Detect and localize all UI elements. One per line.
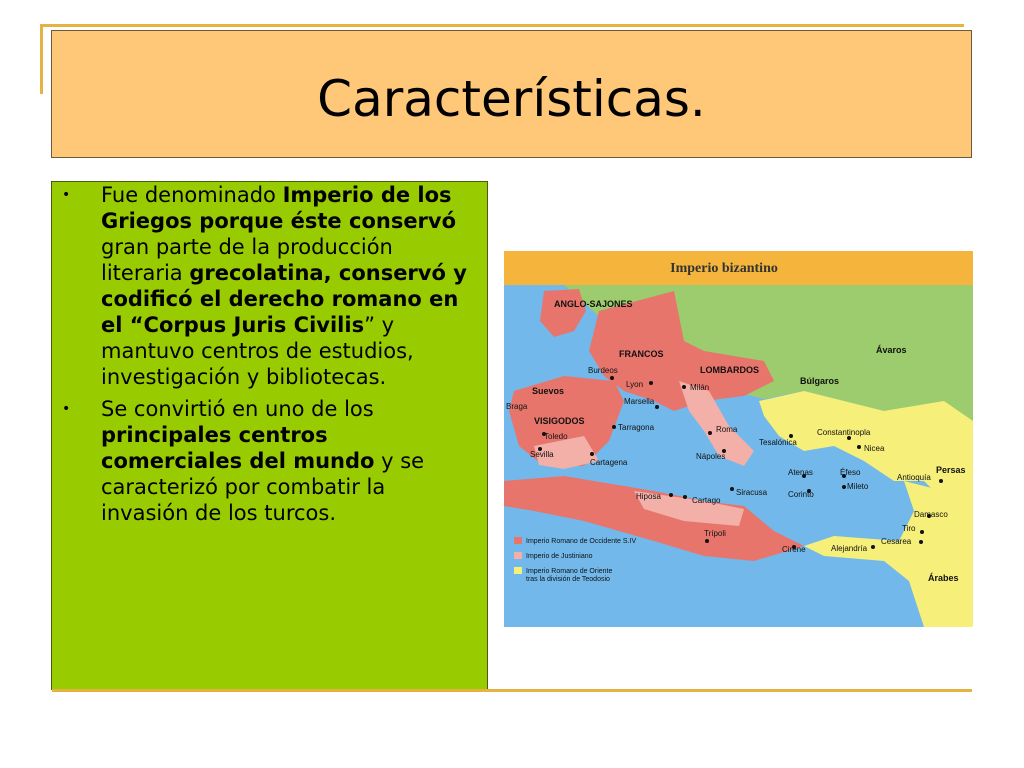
bullet-list [52,182,487,532]
city-label: Lyon [626,380,644,389]
bottom-decorative-line [52,689,972,692]
city-label: Sevilla [530,450,554,459]
city-label: Nápoles [696,452,726,461]
city-label: Siracusa [736,488,768,497]
bullet-item [52,182,487,390]
city-dot-icon [871,545,875,549]
city-label: Marsella [624,397,655,406]
city-label: Cirene [782,545,806,554]
city-dot-icon [683,495,687,499]
region-label: VISIGODOS [534,416,585,426]
city-label: Damasco [914,510,948,519]
city-dot-icon [649,381,653,385]
bullet-dot-icon: • [62,187,71,203]
legend-swatch [514,537,522,544]
text-box [51,181,488,690]
city-label: Tarragona [618,423,655,432]
city-label: Tesalónica [759,438,797,447]
region-label: LOMBARDOS [700,365,759,375]
top-decorative-line [40,24,964,27]
city-dot-icon [655,405,659,409]
region-label: Ávaros [876,345,907,355]
city-label: Antioquía [897,473,931,482]
region-label: FRANCOS [619,349,664,359]
city-label: Constantinopla [817,428,871,437]
bullet-text: Fue denominado Imperio de los Griegos porque éste conservó gran parte de la producción literaria grecolatina, conservó y codificó el derecho romano en el “Corpus Juris Civilis” y mantuvo centros de estudios, investigación y bibliotecas. [101,183,467,389]
legend-label: Imperio de Justiniano [526,553,593,560]
legend-label: Imperio Romano de Occidente S.IV [526,538,637,545]
bullet-item [52,396,487,526]
city-label: Nicea [864,444,885,453]
legend-swatch [514,567,522,574]
left-decorative-line [40,24,43,94]
city-dot-icon [919,540,923,544]
city-dot-icon [669,493,673,497]
slide-title: Características. [317,70,706,128]
city-label: Alejandría [831,544,868,553]
region-label: Árabes [928,573,959,583]
city-label: Burdeos [588,366,618,375]
city-label: Roma [716,425,738,434]
city-dot-icon [857,445,861,449]
city-dot-icon [682,385,686,389]
city-dot-icon [708,431,712,435]
city-dot-icon [842,485,846,489]
legend-label: Imperio Romano de Oriente tras la división de Teodosio [526,568,613,583]
city-label: Cartagena [590,458,628,467]
region-label: Búlgaros [800,376,840,386]
title-box [51,30,972,158]
city-label: Atenas [788,468,813,477]
bullet-text: Se convirtió en uno de los principales centros comerciales del mundo y se caracterizó por combatir la invasión de los turcos. [101,397,425,525]
legend-swatch [514,552,522,559]
city-label: Trípoli [704,529,726,538]
city-label: Éfeso [840,468,861,477]
city-dot-icon [939,479,943,483]
city-label: Tiro [902,524,916,533]
city-dot-icon [705,539,709,543]
city-label: Mileto [847,482,869,491]
city-dot-icon [590,452,594,456]
city-label: Milán [690,383,710,392]
city-label: Braga [506,402,528,411]
region-label: Persas [936,465,966,475]
map-title: Imperio bizantino [670,261,778,276]
city-label: Cartago [692,496,721,505]
city-label: Hiposa [636,492,661,501]
city-label: Toledo [544,432,568,441]
city-dot-icon [730,487,734,491]
region-label: Suevos [532,386,565,396]
region-label: ANGLO-SAJONES [554,299,633,309]
bullet-dot-icon: • [62,401,71,417]
city-dot-icon [920,530,924,534]
city-dot-icon [610,376,614,380]
city-label: Corinto [788,490,814,499]
byzantine-empire-map [504,251,973,627]
city-label: Cesarea [881,537,912,546]
city-dot-icon [612,425,616,429]
